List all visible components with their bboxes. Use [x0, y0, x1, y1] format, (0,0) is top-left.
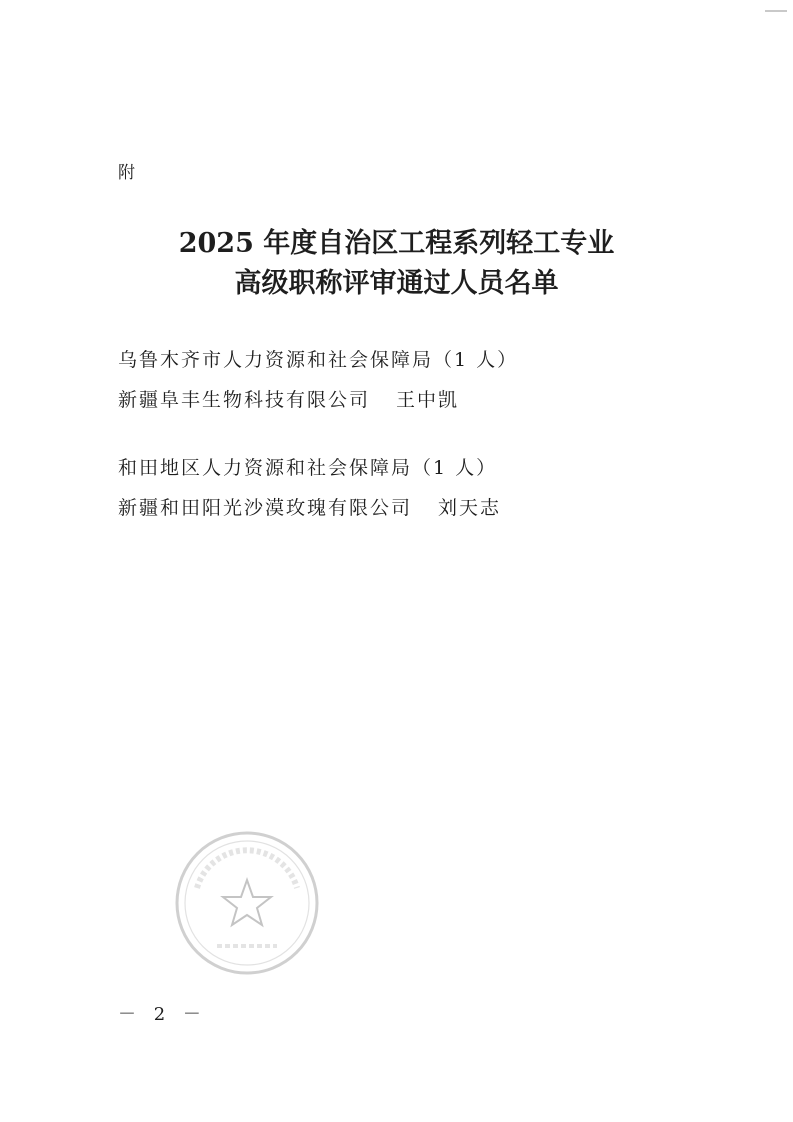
- official-seal-icon: [172, 828, 322, 978]
- person-name: 王中凯: [396, 389, 460, 411]
- attachment-label: 附: [118, 163, 137, 183]
- bureau-group: [118, 448, 501, 528]
- scan-artifact: [765, 10, 787, 12]
- company-person-line: [118, 488, 501, 528]
- title-line-2: 高级职称评审通过人员名单: [234, 268, 559, 299]
- company-name: 新疆阜丰生物科技有限公司: [118, 389, 371, 411]
- bureau-group: [118, 340, 518, 420]
- company-name: 新疆和田阳光沙漠玫瑰有限公司: [118, 497, 413, 519]
- title-line-1: 2025 年度自治区工程系列轻工专业: [178, 228, 615, 259]
- company-person-line: [118, 380, 518, 420]
- page-number: － 2 －: [118, 1004, 207, 1025]
- document-title: [0, 224, 793, 304]
- bureau-name: 和田地区人力资源和社会保障局（1 人）: [118, 457, 498, 479]
- bureau-name: 乌鲁木齐市人力资源和社会保障局（1 人）: [118, 349, 519, 371]
- person-name: 刘天志: [438, 497, 502, 519]
